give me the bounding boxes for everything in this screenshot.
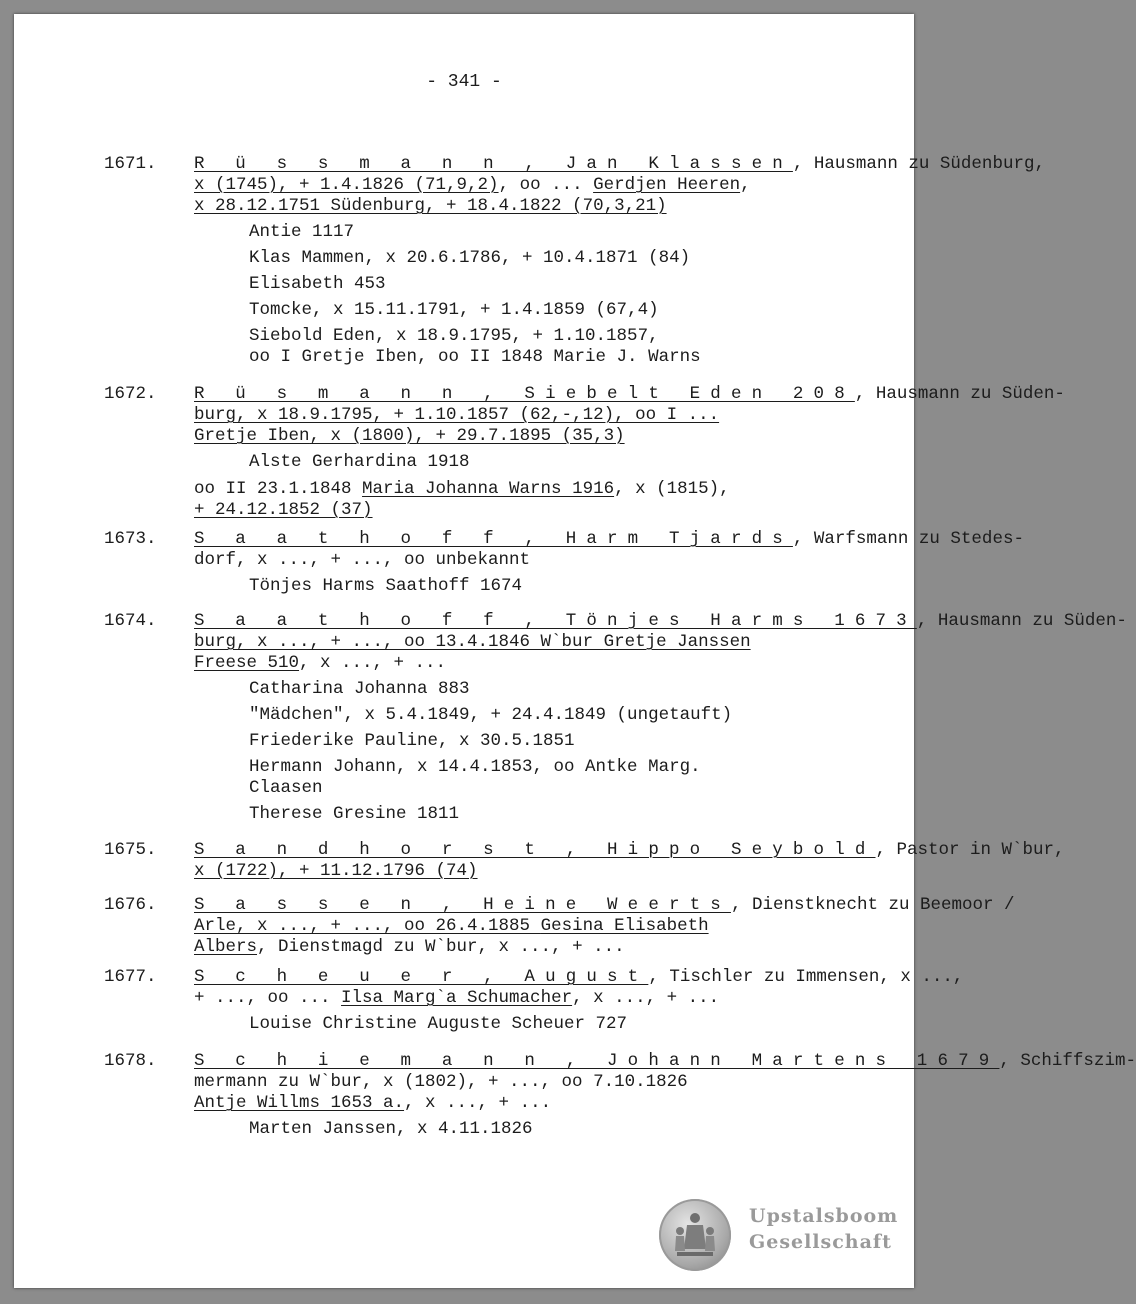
document-page	[14, 14, 1136, 1288]
entry-text: S a s s e n , Heine Weerts, Dienstknecht zu Beemoor / Arle, x ..., + ..., oo 26.4.1885 Gesina Elisabeth Albers, Dienstmagd zu W`bur, x ..., + ...	[194, 895, 1015, 957]
entry-text: S a n d h o r s t , Hippo Seybold, Pastor in W`bur, x (1722), + 11.12.1796 (74)	[194, 840, 1065, 881]
child-line: Hermann Johann, x 14.4.1853, oo Antke Marg.	[249, 757, 701, 777]
entry-number: 1671.	[104, 154, 157, 174]
child-line: Elisabeth 453	[249, 274, 386, 294]
entry-number: 1678.	[104, 1051, 157, 1071]
child-line: Siebold Eden, x 18.9.1795, + 1.10.1857,	[249, 326, 659, 346]
child-line: Marten Janssen, x 4.11.1826	[249, 1119, 533, 1139]
entry-number: 1675.	[104, 840, 157, 860]
logo-text: Upstalsboom Gesellschaft	[749, 1205, 899, 1253]
entry-text: S a a t h o f f , Tönjes Harms 1673, Hausmann zu Süden- burg, x ..., + ..., oo 13.4.1846 W`bur Gretje Janssen Freese 510, x ..., + ... Catharina Johanna 883 "Mädchen", x 5.4.1849, + 24.4.1849 (ungetauft) Friederike Pauline, x 30.5.1851 Hermann Johann, x 14.4.1853, oo Antke Marg. Claasen Therese Gresine 1811	[194, 611, 1127, 824]
page-number: - 341 -	[426, 72, 502, 92]
child-line: Therese Gresine 1811	[249, 804, 460, 824]
entry-text: S c h i e m a n n , Johann Martens 1679, Schiffszim- mermann zu W`bur, x (1802), + ..., oo 7.10.1826 Antje Willms 1653 a., x ..., + ... Marten Janssen, x 4.11.1826	[194, 1051, 1136, 1139]
seal-figures-icon	[671, 1209, 719, 1261]
child-line: "Mädchen", x 5.4.1849, + 24.4.1849 (ungetauft)	[249, 705, 733, 725]
child-line: Antie 1117	[249, 222, 355, 242]
child-line: Claasen	[249, 778, 323, 798]
entry-number: 1677.	[104, 967, 157, 987]
child-line: Tönjes Harms Saathoff 1674	[249, 576, 523, 596]
entry-text: S a a t h o f f , Harm Tjards, Warfsmann zu Stedes- dorf, x ..., + ..., oo unbekannt Tönjes Harms Saathoff 1674	[194, 529, 1024, 596]
upstalsboom-logo	[659, 1199, 909, 1279]
child-line: Catharina Johanna 883	[249, 679, 470, 699]
entry-text: S c h e u e r , August, Tischler zu Immensen, x ..., + ..., oo ... Ilsa Marg`a Schumacher, x ..., + ... Louise Christine Auguste Scheuer 727	[194, 967, 964, 1034]
child-line: Klas Mammen, x 20.6.1786, + 10.4.1871 (84)	[249, 248, 691, 268]
entry-number: 1673.	[104, 529, 157, 549]
child-line: Friederike Pauline, x 30.5.1851	[249, 731, 575, 751]
child-line: Tomcke, x 15.11.1791, + 1.4.1859 (67,4)	[249, 300, 659, 320]
child-line: Louise Christine Auguste Scheuer 727	[249, 1014, 628, 1034]
entry-text: R ü s s m a n n , Jan Klassen, Hausmann zu Südenburg, x (1745), + 1.4.1826 (71,9,2), oo ... Gerdjen Heeren, x 28.12.1751 Südenburg, + 18.4.1822 (70,3,21) Antie 1117 Klas Mammen, x 20.6.1786, + 10.4.1871 (84) Elisabeth 453 Tomcke, x 15.11.1791, + 1.4.1859 (67,4) Siebold Eden, x 18.9.1795, + 1.10.1857, oo I Gretje Iben, oo II 1848 Marie J. Warns	[194, 154, 1045, 367]
entry-number: 1676.	[104, 895, 157, 915]
entry-number: 1674.	[104, 611, 157, 631]
entry-text: R ü s m a n n , Siebelt Eden 208, Hausmann zu Süden- burg, x 18.9.1795, + 1.10.1857 (62,-,12), oo I ... Gretje Iben, x (1800), + 29.7.1895 (35,3) Alste Gerhardina 1918 oo II 23.1.1848 Maria Johanna Warns 1916, x (1815), + 24.12.1852 (37)	[194, 384, 1065, 520]
child-line: oo I Gretje Iben, oo II 1848 Marie J. Warns	[249, 347, 701, 367]
seal-icon	[659, 1199, 731, 1271]
entry-number: 1672.	[104, 384, 157, 404]
child-line: Alste Gerhardina 1918	[249, 452, 470, 472]
